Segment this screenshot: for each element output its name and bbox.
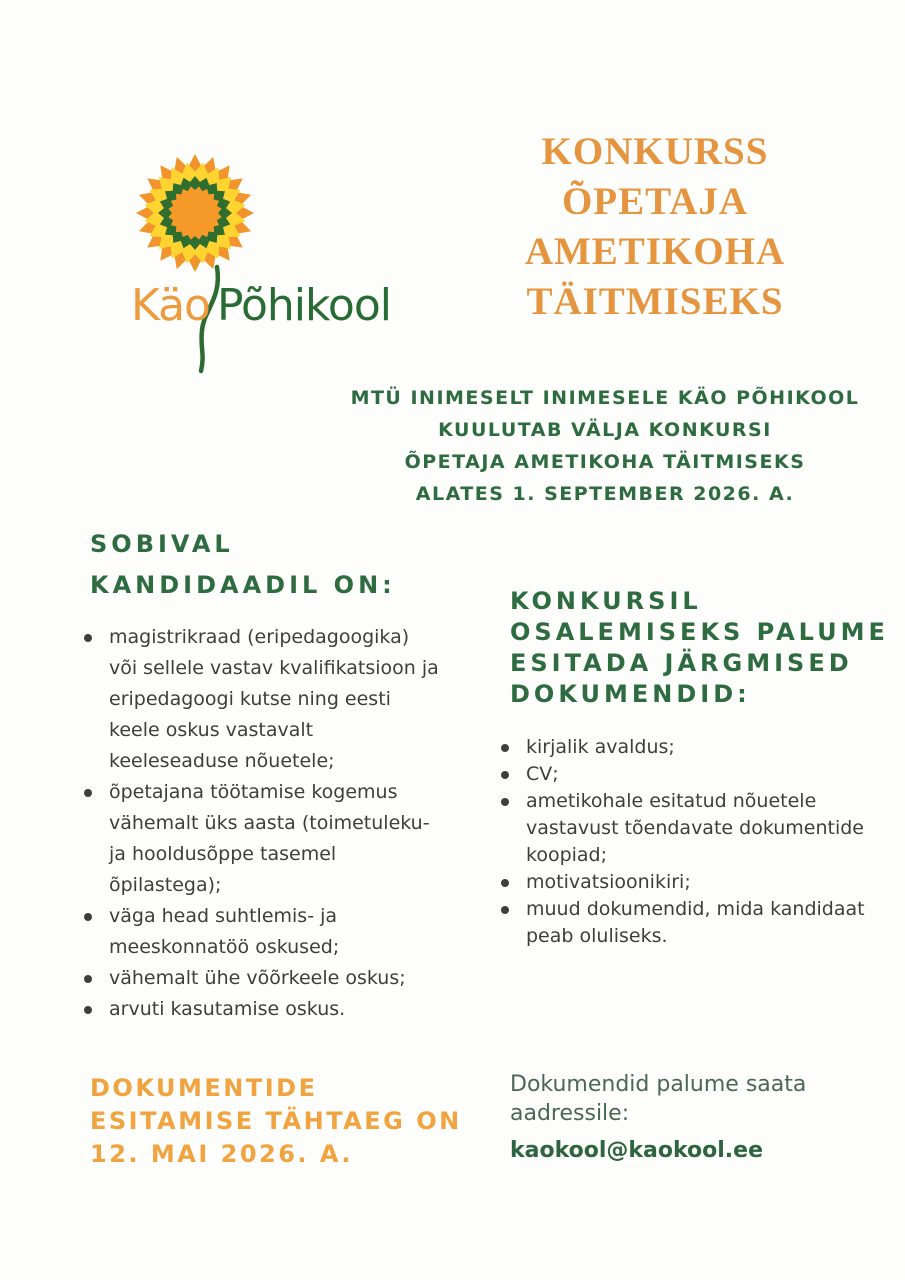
list-item-text: muud dokumendid, mida kandidaat peab oluliseks. — [526, 898, 865, 947]
title-line: ÕPETAJA — [561, 180, 749, 223]
announcement — [325, 382, 885, 510]
deadline-line: DOKUMENTIDE — [90, 1074, 318, 1102]
heading-line: ESITADA JÄRGMISED — [510, 649, 853, 677]
list-item — [84, 777, 498, 901]
bullet-dot — [84, 789, 92, 797]
bullet-dot — [501, 798, 509, 806]
list-item — [84, 994, 498, 1025]
school-logo — [105, 140, 425, 375]
heading-line: SOBIVAL — [90, 530, 234, 558]
heading-line: OSALEMISEKS PALUME — [510, 618, 889, 646]
bullet-dot — [84, 634, 92, 642]
list-item — [501, 788, 901, 869]
required-documents-heading — [510, 586, 900, 710]
logo-text-kao: Käo — [131, 280, 210, 331]
list-item-text: magistrikraad (eripedagoogika) või sellele vastav kvalifikatsioon ja eripedagoogi kutse ning eesti keele oskus vastavalt keeleseaduse nõuetele; — [109, 626, 439, 772]
announcement-line: KUULUTAB VÄLJA KONKURSI — [438, 419, 772, 441]
contact-block — [510, 1070, 900, 1163]
deadline-line: 12. MAI 2026. A. — [90, 1140, 354, 1168]
bullet-dot — [501, 879, 509, 887]
heading-line: DOKUMENDID: — [510, 680, 751, 708]
announcement-line: ALATES 1. SEPTEMBER 2026. A. — [415, 483, 795, 505]
poster-title — [505, 127, 805, 327]
bullet-dot — [501, 906, 509, 914]
heading-line: KONKURSIL — [510, 587, 702, 615]
announcement-line: ÕPETAJA AMETIKOHA TÄITMISEKS — [404, 451, 806, 473]
candidate-requirements-heading — [90, 524, 396, 606]
required-documents-list — [501, 734, 901, 950]
list-item-text: motivatsioonikiri; — [526, 871, 691, 893]
list-item-text: CV; — [526, 763, 559, 785]
list-item-text: arvuti kasutamise oskus. — [109, 998, 346, 1020]
candidate-requirements-list — [84, 622, 498, 1025]
logo-text-pohikool: Põhikool — [217, 280, 391, 331]
title-line: TÄITMISEKS — [526, 280, 784, 323]
contact-instruction: Dokumendid palume saata aadressile: — [510, 1072, 807, 1126]
list-item-text: ametikohale esitatud nõuetele vastavust tõendavate dokumentide koopiad; — [526, 790, 864, 866]
deadline-notice — [90, 1072, 462, 1171]
sunflower-icon — [136, 154, 254, 272]
list-item — [501, 761, 901, 788]
list-item-text: vähemalt ühe võõrkeele oskus; — [109, 967, 406, 989]
heading-line: KANDIDAADIL ON: — [90, 571, 396, 599]
deadline-line: ESITAMISE TÄHTAEG ON — [90, 1107, 462, 1135]
list-item — [84, 901, 498, 963]
list-item — [501, 896, 901, 950]
list-item — [501, 734, 901, 761]
list-item-text: õpetajana töötamise kogemus vähemalt üks aasta (toimetuleku- ja hooldusõppe tasemel õpilastega); — [109, 781, 430, 896]
contact-email: kaokool@kaokool.ee — [510, 1138, 763, 1163]
list-item-text: kirjalik avaldus; — [526, 736, 675, 758]
bullet-dot — [501, 771, 509, 779]
bullet-dot — [84, 913, 92, 921]
list-item-text: väga head suhtlemis- ja meeskonnatöö oskused; — [109, 905, 340, 958]
bullet-dot — [84, 1006, 92, 1014]
bullet-dot — [84, 975, 92, 983]
list-item — [84, 963, 498, 994]
title-line: KONKURSS — [541, 130, 769, 173]
list-item — [84, 622, 498, 777]
title-line: AMETIKOHA — [524, 230, 786, 273]
list-item — [501, 869, 901, 896]
bullet-dot — [501, 744, 509, 752]
announcement-line: MTÜ INIMESELT INIMESELE KÄO PÕHIKOOL — [350, 387, 860, 409]
